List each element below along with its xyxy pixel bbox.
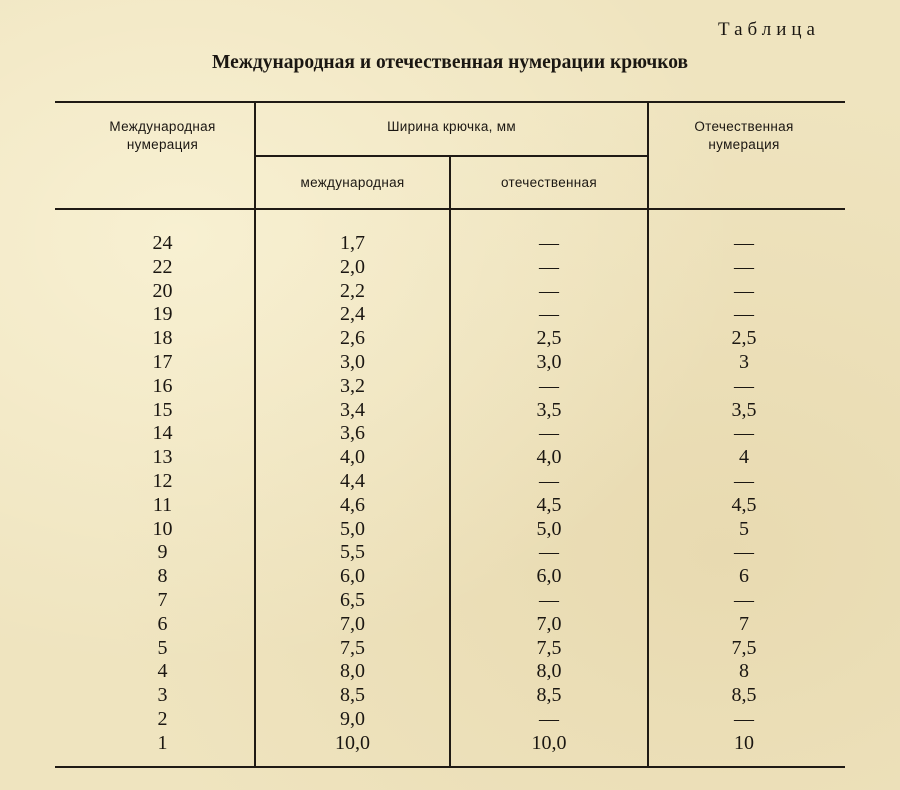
table-row <box>0 564 900 588</box>
width-intl-cell: 3,4 <box>340 398 365 421</box>
table-row <box>0 398 900 422</box>
table-row <box>0 350 900 374</box>
intl-number-cell: 13 <box>152 446 173 469</box>
width-dom-cell: — <box>539 541 559 564</box>
width-intl-cell: 7,5 <box>340 636 365 659</box>
intl-number-cell: 15 <box>152 398 173 421</box>
width-dom-cell: 7,0 <box>536 612 562 635</box>
intl-number-cell: 12 <box>152 469 173 492</box>
table-row <box>0 302 900 326</box>
width-intl-cell: 4,4 <box>340 469 365 492</box>
intl-number-cell: 24 <box>152 232 173 254</box>
intl-number-cell: 1 <box>157 731 168 754</box>
table-row <box>0 612 900 636</box>
table-row <box>0 255 900 279</box>
width-dom-cell: 4,5 <box>536 493 562 516</box>
width-intl-cell: 5,0 <box>340 517 365 540</box>
width-dom-cell: — <box>539 303 559 326</box>
width-intl-cell: 2,4 <box>340 303 365 326</box>
dom-number-cell: 10 <box>734 731 754 754</box>
intl-number-cell: 5 <box>157 636 168 659</box>
intl-number-cell: 2 <box>157 707 168 730</box>
width-dom-cell: 2,5 <box>536 327 562 350</box>
width-dom-cell: — <box>539 374 559 397</box>
width-dom-cell: 5,0 <box>536 517 562 540</box>
dom-number-cell: — <box>734 255 754 278</box>
table-row <box>0 731 900 755</box>
dom-number-cell: 7,5 <box>731 636 757 659</box>
width-dom-cell: 6,0 <box>536 565 562 588</box>
table-row <box>0 326 900 350</box>
table-row <box>0 374 900 398</box>
width-intl-cell: 8,0 <box>340 660 365 683</box>
width-intl-cell: 2,0 <box>340 255 365 278</box>
table-body <box>0 231 900 755</box>
width-intl-cell: 3,0 <box>340 350 365 373</box>
intl-number-cell: 10 <box>152 517 173 540</box>
dom-number-cell: — <box>734 279 754 302</box>
intl-number-cell: 19 <box>152 303 173 326</box>
width-dom-cell: — <box>539 469 559 492</box>
intl-number-cell: 8 <box>157 565 168 588</box>
width-intl-cell: 2,2 <box>340 279 365 302</box>
header-intl-numbering: Международная нумерация <box>109 119 216 152</box>
width-dom-cell: — <box>539 279 559 302</box>
dom-number-cell: — <box>734 541 754 564</box>
width-dom-cell: 7,5 <box>536 636 562 659</box>
width-intl-cell: 4,6 <box>340 493 365 516</box>
intl-number-cell: 22 <box>152 255 173 278</box>
table-row <box>0 279 900 303</box>
table-row <box>0 493 900 517</box>
width-intl-cell: 6,0 <box>340 565 365 588</box>
width-intl-cell: 7,0 <box>340 612 365 635</box>
width-dom-cell: — <box>539 232 559 254</box>
dom-number-cell: 4 <box>739 446 749 469</box>
width-intl-cell: 5,5 <box>340 541 365 564</box>
dom-number-cell: 4,5 <box>731 493 757 516</box>
dom-number-cell: 5 <box>739 517 749 540</box>
table-row <box>0 469 900 493</box>
table-row <box>0 517 900 541</box>
intl-number-cell: 17 <box>152 350 173 373</box>
width-dom-cell: 8,0 <box>536 660 562 683</box>
dom-number-cell: — <box>734 374 754 397</box>
dom-number-cell: 6 <box>739 565 749 588</box>
width-dom-cell: 3,5 <box>536 398 562 421</box>
header-dom-numbering: Отечественная нумерация <box>694 119 794 152</box>
table-row <box>0 659 900 683</box>
width-intl-cell: 9,0 <box>340 707 365 730</box>
intl-number-cell: 4 <box>157 660 168 683</box>
intl-number-cell: 18 <box>152 327 173 350</box>
width-intl-cell: 4,0 <box>340 446 365 469</box>
width-intl-cell: 3,6 <box>340 422 365 445</box>
dom-number-cell: — <box>734 469 754 492</box>
dom-number-cell: 8,5 <box>731 684 757 707</box>
table-row <box>0 588 900 612</box>
table-row <box>0 707 900 731</box>
table-row <box>0 445 900 469</box>
dom-number-cell: — <box>734 232 754 254</box>
intl-number-cell: 9 <box>157 541 168 564</box>
dom-number-cell: — <box>734 422 754 445</box>
intl-number-cell: 14 <box>152 422 173 445</box>
width-intl-cell: 6,5 <box>340 588 365 611</box>
dom-number-cell: 7 <box>739 612 749 635</box>
dom-number-cell: 3 <box>739 350 749 373</box>
dom-number-cell: — <box>734 303 754 326</box>
width-dom-cell: 4,0 <box>536 446 562 469</box>
intl-number-cell: 7 <box>157 588 168 611</box>
width-intl-cell: 3,2 <box>340 374 365 397</box>
width-intl-cell: 1,7 <box>340 232 365 254</box>
width-intl-cell: 10,0 <box>335 731 370 754</box>
width-intl-cell: 8,5 <box>340 684 365 707</box>
intl-number-cell: 11 <box>152 493 173 516</box>
intl-number-cell: 6 <box>157 612 168 635</box>
width-dom-cell: — <box>539 422 559 445</box>
width-dom-cell: — <box>539 255 559 278</box>
dom-number-cell: 8 <box>739 660 749 683</box>
dom-number-cell: 2,5 <box>731 327 757 350</box>
intl-number-cell: 3 <box>157 684 168 707</box>
subheader-rule <box>255 155 648 157</box>
intl-number-cell: 20 <box>152 279 173 302</box>
table-row <box>0 683 900 707</box>
width-dom-cell: — <box>539 588 559 611</box>
width-intl-cell: 2,6 <box>340 327 365 350</box>
dom-number-cell: — <box>734 588 754 611</box>
table-row <box>0 421 900 445</box>
table-row <box>0 540 900 564</box>
intl-number-cell: 16 <box>152 374 173 397</box>
top-rule <box>55 101 845 103</box>
width-dom-cell: 3,0 <box>536 350 562 373</box>
table-row <box>0 636 900 660</box>
page-title: Международная и отечественная нумерации крючков <box>211 52 688 73</box>
width-dom-cell: 8,5 <box>536 684 562 707</box>
header-width-intl: международная <box>300 175 405 190</box>
dom-number-cell: 3,5 <box>731 398 757 421</box>
width-dom-cell: 10,0 <box>531 731 567 754</box>
table-row <box>0 231 900 255</box>
dom-number-cell: — <box>734 707 754 730</box>
header-hook-width: Ширина крючка, мм <box>387 119 516 134</box>
table-label: Таблица <box>717 19 820 40</box>
width-dom-cell: — <box>539 707 559 730</box>
header-width-dom: отечественная <box>501 175 597 190</box>
